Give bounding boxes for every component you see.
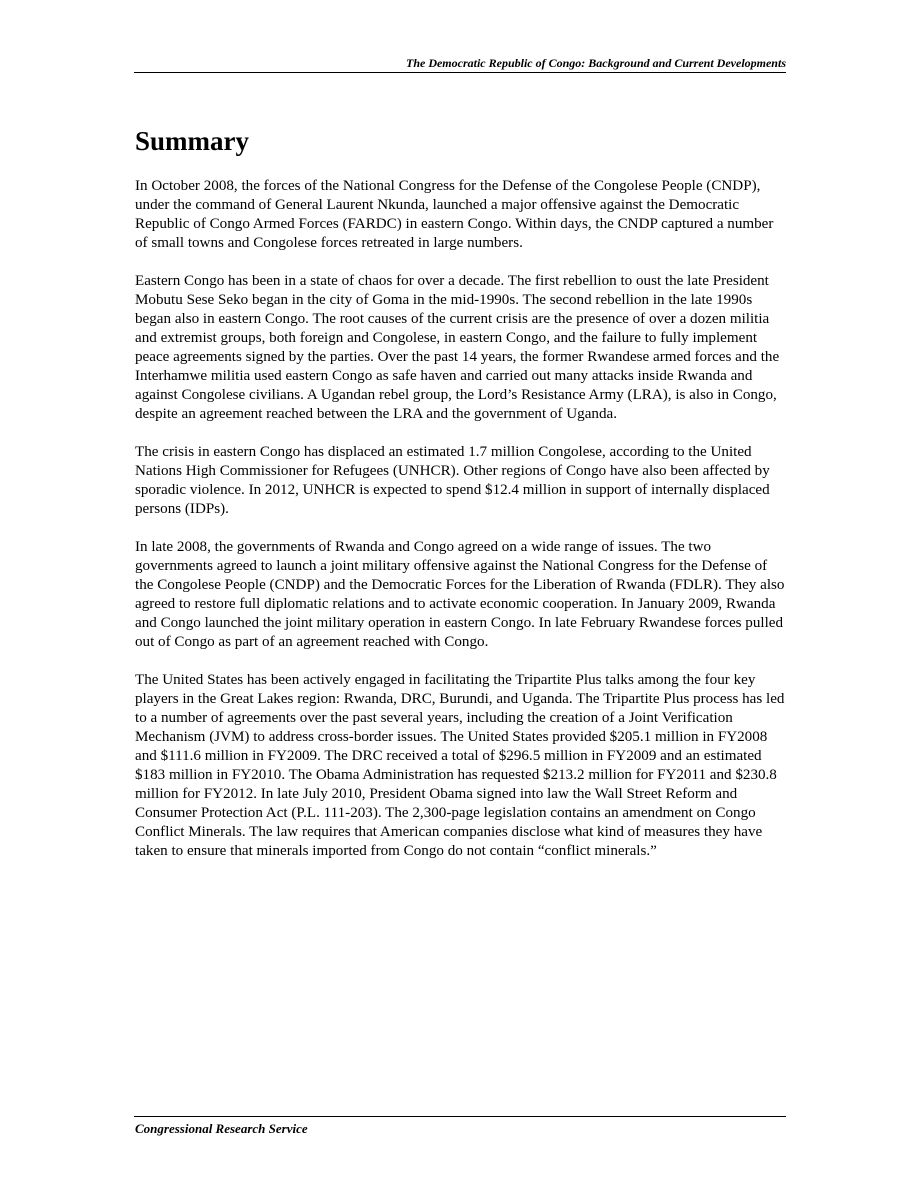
page-title: Summary — [135, 126, 249, 156]
paragraph: In late 2008, the governments of Rwanda and Congo agreed on a wide range of issues. The two governments agreed to launch a joint military offensive against the National Congress for the Defense of the Congolese People (CNDP) and the Democratic Forces for the Liberation of Rwanda (FDLR). They also agreed to restore full diplomatic relations and to activate economic cooperation. In January 2009, Rwanda and Congo launched the joint military operation in eastern Congo. In late February Rwandese forces pulled out of Congo as part of an agreement reached with Congo. — [135, 539, 785, 650]
running-footer: Congressional Research Service — [135, 1121, 308, 1136]
footer-divider — [134, 1116, 786, 1117]
paragraph: In October 2008, the forces of the National Congress for the Defense of the Congolese People (CNDP), under the command of General Laurent Nkunda, launched a major offensive against the Democratic Republic of Congo Armed Forces (FARDC) in eastern Congo. Within days, the CNDP captured a number of small towns and Congolese forces retreated in large numbers. — [135, 178, 774, 251]
running-header: The Democratic Republic of Congo: Background and Current Developments — [405, 56, 786, 70]
summary-body — [135, 177, 786, 880]
paragraph: Eastern Congo has been in a state of chaos for over a decade. The first rebellion to oust the late President Mobutu Sese Seko began in the city of Goma in the mid-1990s. The second rebellion in the late 1990s began also in eastern Congo. The root causes of the current crisis are the presence of over a dozen militia and extremist groups, both foreign and Congolese, in eastern Congo, and the failure to fully implement peace agreements signed by the parties. Over the past 14 years, the former Rwandese armed forces and the Interhamwe militia used eastern Congo as safe haven and carried out many attacks inside Rwanda and against Congolese civilians. A Ugandan rebel group, the Lord’s Resistance Army (LRA), is also in Congo, despite an agreement reached between the LRA and the government of Uganda. — [135, 273, 780, 422]
paragraph: The crisis in eastern Congo has displaced an estimated 1.7 million Congolese, according to the United Nations High Commissioner for Refugees (UNHCR). Other regions of Congo have also been affected by sporadic violence. In 2012, UNHCR is expected to spend $12.4 million in support of internally displaced persons (IDPs). — [135, 444, 770, 517]
paragraph: The United States has been actively engaged in facilitating the Tripartite Plus talks among the four key players in the Great Lakes region: Rwanda, DRC, Burundi, and Uganda. The Tripartite Plus process has led to a number of agreements over the past several years, including the creation of a Joint Verification Mechanism (JVM) to address cross-border issues. The United States provided $205.1 million in FY2008 and $111.6 million in FY2009. The DRC received a total of $296.5 million in FY2009 and an estimated $183 million in FY2010. The Obama Administration has requested $213.2 million for FY2011 and $230.8 million for FY2012. In late July 2010, President Obama signed into law the Wall Street Reform and Consumer Protection Act (P.L. 111-203). The 2,300-page legislation contains an amendment on Congo Conflict Minerals. The law requires that American companies disclose what kind of measures they have taken to ensure that minerals imported from Congo do not contain “conflict minerals.” — [135, 672, 785, 859]
header-divider — [134, 72, 786, 73]
